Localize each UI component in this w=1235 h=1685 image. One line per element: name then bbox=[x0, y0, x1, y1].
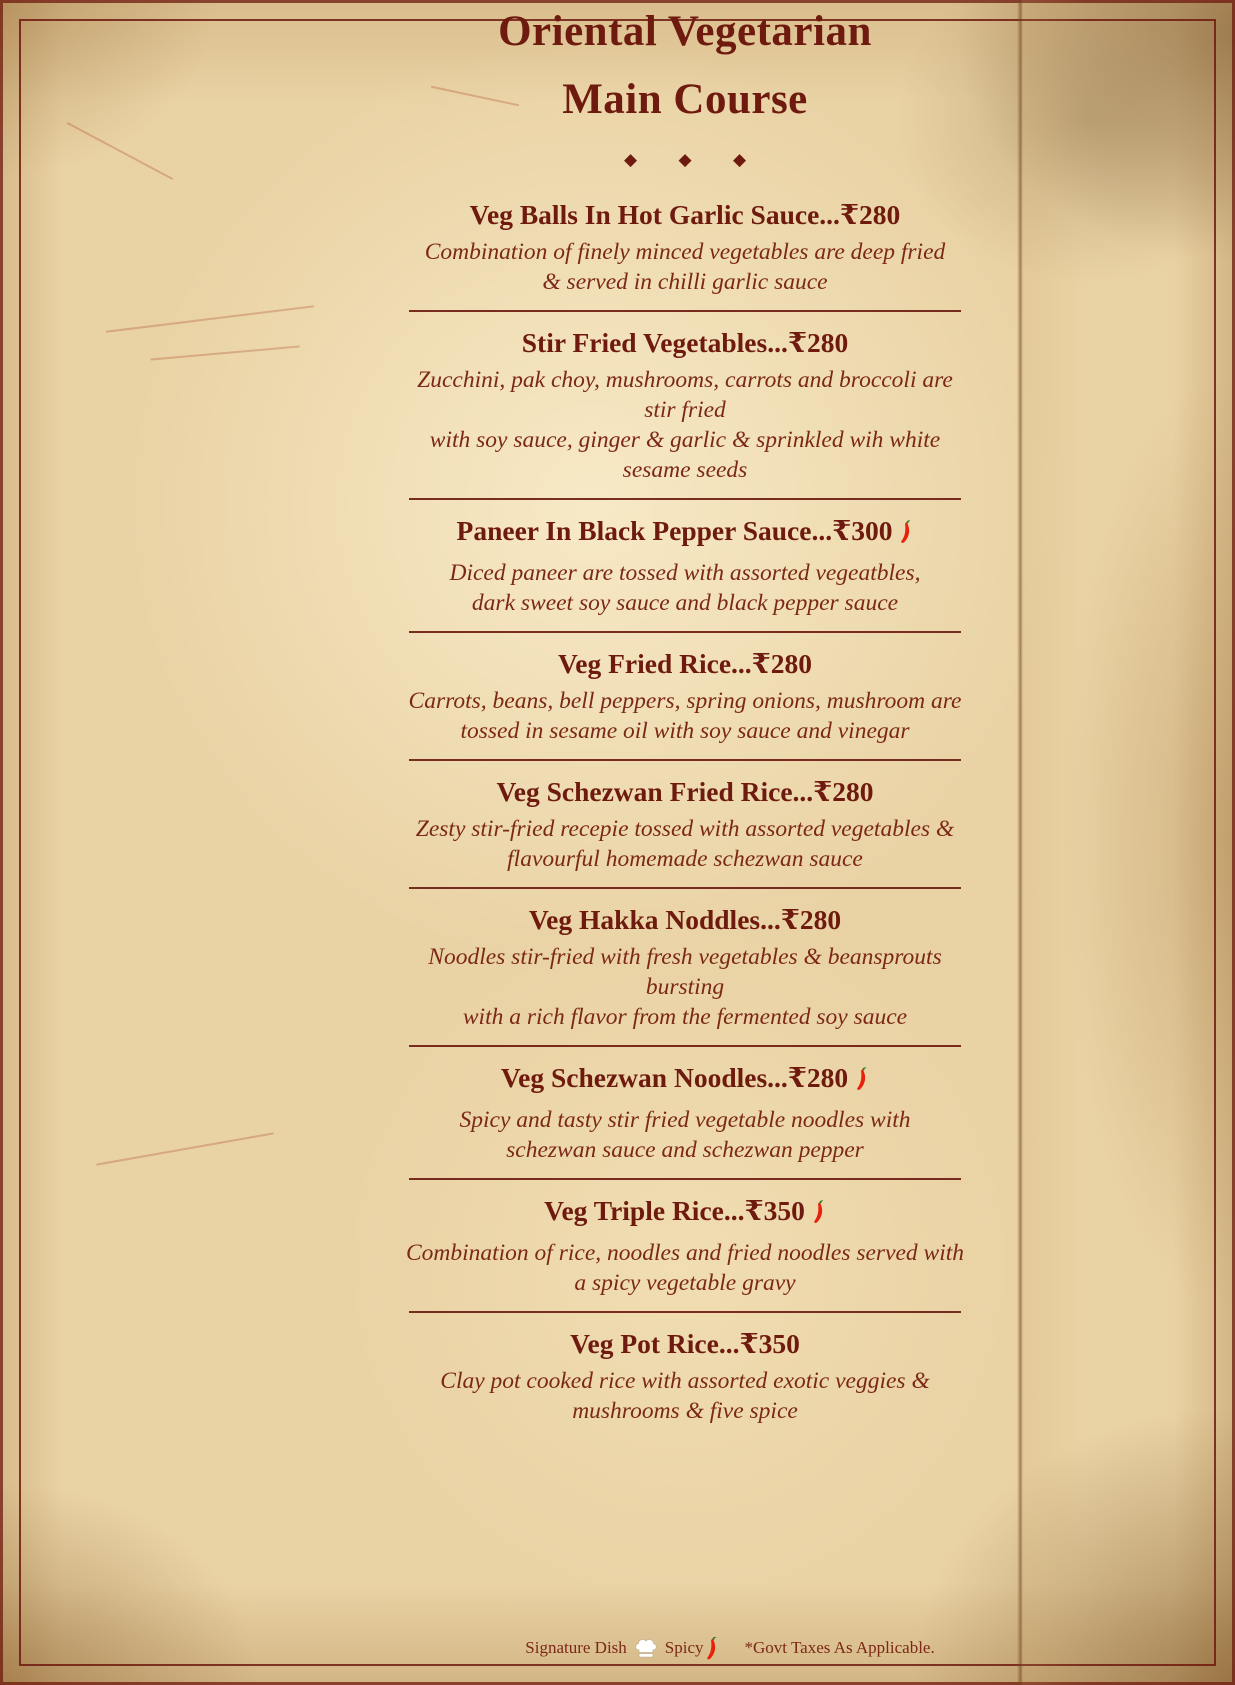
item-description-line2: with a rich flavor from the fermented soy sauce bbox=[462, 1004, 908, 1030]
item-name-and-price bbox=[402, 1060, 968, 1101]
item-price: ₹350 bbox=[744, 1195, 805, 1226]
item-description-line1: Carrots, beans, bell peppers, spring onions, mushroom are bbox=[408, 688, 962, 714]
item-description-line1: Diced paneer are tossed with assorted vegeatbles, bbox=[449, 560, 921, 586]
item-price: ₹280 bbox=[751, 648, 813, 679]
menu-items bbox=[402, 184, 968, 1426]
item-description-line1: Clay pot cooked rice with assorted exotic veggies & bbox=[440, 1368, 930, 1394]
item-description-line1: Combination of finely minced vegetables are deep fried bbox=[424, 239, 946, 265]
item-description-line1: Zesty stir-fried recepie tossed with assorted vegetables & bbox=[415, 816, 955, 842]
menu-item bbox=[402, 1047, 968, 1180]
item-name: Veg Balls In Hot Garlic Sauce... bbox=[469, 199, 840, 230]
item-description-line2: schezwan sauce and schezwan pepper bbox=[506, 1137, 864, 1163]
item-description-line2: dark sweet soy sauce and black pepper sauce bbox=[471, 590, 899, 616]
page-title-line1: Oriental Vegetarian bbox=[498, 8, 872, 55]
item-name-and-price bbox=[402, 1193, 968, 1234]
item-name: Veg Hakka Noddles... bbox=[528, 904, 781, 935]
item-price: ₹280 bbox=[787, 1062, 849, 1093]
page-fold-line bbox=[1017, 0, 1023, 1685]
menu-item bbox=[402, 633, 968, 761]
item-name-and-price bbox=[402, 1326, 968, 1362]
menu-item bbox=[402, 500, 968, 633]
item-name-and-price bbox=[402, 513, 968, 554]
item-description-line1: Spicy and tasty stir fried vegetable noodles with bbox=[459, 1107, 911, 1133]
item-name: Veg Pot Rice... bbox=[570, 1328, 740, 1359]
page-title-line2: Main Course bbox=[562, 76, 808, 123]
chef-hat-icon bbox=[633, 1637, 659, 1659]
page-fold-shade bbox=[1020, 0, 1235, 1685]
item-description-line2: mushrooms & five spice bbox=[572, 1398, 798, 1424]
scratch-decoration bbox=[67, 122, 174, 180]
menu-item bbox=[402, 889, 968, 1047]
item-name-and-price bbox=[402, 774, 968, 810]
menu-item bbox=[402, 1180, 968, 1313]
menu-item bbox=[402, 184, 968, 312]
item-price: ₹350 bbox=[739, 1328, 800, 1359]
spicy-label: Spicy bbox=[664, 1638, 704, 1657]
item-price: ₹280 bbox=[780, 904, 842, 935]
item-name-and-price bbox=[402, 902, 968, 938]
chili-icon bbox=[854, 1065, 869, 1101]
item-price: ₹280 bbox=[813, 776, 874, 807]
scratch-decoration bbox=[150, 345, 300, 360]
item-name-and-price bbox=[402, 197, 968, 233]
item-name: Veg Schezwan Noodles... bbox=[500, 1062, 788, 1093]
item-price: ₹280 bbox=[787, 327, 849, 358]
chili-icon bbox=[704, 1635, 719, 1661]
scratch-decoration bbox=[96, 1132, 274, 1165]
item-description-line1: Noodles stir-fried with fresh vegetables & beansprouts bursting bbox=[428, 944, 942, 1000]
menu-item bbox=[402, 312, 968, 500]
item-name: Veg Triple Rice... bbox=[544, 1195, 745, 1226]
menu-item bbox=[402, 1313, 968, 1426]
item-description-line1: Zucchini, pak choy, mushrooms, carrots and broccoli are stir fried bbox=[417, 367, 953, 423]
menu-column bbox=[402, 0, 968, 1426]
chili-icon bbox=[811, 1198, 826, 1234]
menu-item bbox=[402, 761, 968, 889]
item-description-line2: tossed in sesame oil with soy sauce and vinegar bbox=[460, 718, 910, 744]
item-name-and-price bbox=[402, 646, 968, 682]
item-description-line2: a spicy vegetable gravy bbox=[574, 1270, 796, 1296]
scratch-decoration bbox=[106, 305, 315, 333]
item-description-line2: flavourful homemade schezwan sauce bbox=[507, 846, 863, 872]
item-description-line2: with soy sauce, ginger & garlic & sprinkled wih white sesame seeds bbox=[429, 427, 941, 483]
chili-icon bbox=[898, 518, 913, 554]
item-description-line2: & served in chilli garlic sauce bbox=[542, 269, 828, 295]
item-name: Stir Fried Vegetables... bbox=[521, 327, 788, 358]
diamond-icons: ◆ ◆ ◆ bbox=[623, 150, 765, 170]
signature-dish-label: Signature Dish bbox=[525, 1638, 627, 1657]
item-name: Paneer In Black Pepper Sauce... bbox=[456, 515, 833, 546]
item-name-and-price bbox=[402, 325, 968, 361]
taxes-note: *Govt Taxes As Applicable. bbox=[744, 1638, 935, 1657]
item-name: Veg Schezwan Fried Rice... bbox=[496, 776, 814, 807]
item-price: ₹280 bbox=[839, 199, 901, 230]
item-description-line1: Combination of rice, noodles and fried noodles served with bbox=[405, 1240, 965, 1266]
item-price: ₹300 bbox=[832, 515, 893, 546]
item-name: Veg Fried Rice... bbox=[557, 648, 752, 679]
footer-legend bbox=[450, 1635, 1010, 1661]
